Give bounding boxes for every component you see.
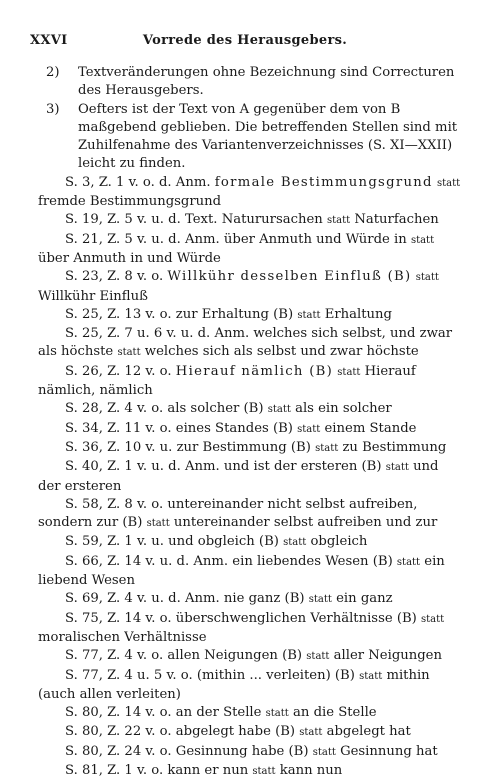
errata-entry (38, 723, 462, 742)
errata-line (38, 496, 462, 534)
note-text: Oefters ist der Text von A gegenüber dem von B maßgebend geblieben. Die betreffenden Stellen sind mit Zuhilfenahme des Variantenverzeichnisses (S. XI—XXII) leicht zu finden. (78, 101, 458, 172)
errata-entry (38, 743, 462, 762)
original-reading: obgleich (310, 534, 368, 550)
original-reading: Naturfachen (354, 212, 439, 228)
errata-line (38, 420, 462, 439)
errata-line (38, 667, 462, 705)
statt-marker: statt (283, 537, 307, 549)
corrected-reading: formale Bestimmungsgrund (214, 174, 433, 190)
errata-entry (38, 231, 462, 269)
errata-line (38, 211, 462, 230)
original-reading: mithin (auch allen verleiten) (38, 667, 430, 702)
errata-entry (38, 667, 462, 705)
errata-body (38, 64, 462, 781)
note-number: 2) (46, 65, 60, 80)
statt-marker: statt (415, 272, 439, 284)
statt-marker: statt (297, 309, 321, 321)
corrected-reading: eines Standes (B) (175, 420, 293, 436)
errata-line (38, 553, 462, 591)
corrected-reading: über Anmuth und Würde in (223, 231, 407, 247)
page-header (30, 33, 460, 53)
errata-line (38, 231, 462, 269)
page-number: XXVI (30, 33, 68, 48)
original-reading: aller Neigungen (333, 648, 442, 664)
statt-marker: statt (315, 442, 339, 454)
errata-entry (38, 174, 462, 212)
original-reading: Willkühr Einfluß (38, 288, 148, 304)
errata-entry (38, 306, 462, 325)
errata-line (38, 439, 462, 458)
errata-line (38, 610, 462, 648)
corrected-reading: als solcher (B) (167, 401, 264, 417)
original-reading: über Anmuth in und Würde (38, 250, 221, 266)
location: S. 80, Z. 14 v. o. (65, 705, 172, 721)
location: S. 34, Z. 11 v. o. (65, 420, 172, 436)
numbered-note (38, 101, 462, 174)
location: S. 58, Z. 8 v. o. (65, 496, 164, 512)
location: S. 80, Z. 22 v. o. (65, 724, 172, 740)
statt-marker: statt (337, 366, 361, 378)
original-reading: ein ganz (336, 591, 393, 607)
errata-entry (38, 533, 462, 552)
statt-marker: statt (359, 670, 383, 682)
corrected-reading: allen Neigungen (B) (167, 648, 303, 664)
location: S. 81, Z. 1 v. o. (65, 762, 164, 778)
location: S. 23, Z. 8 v. o. (65, 269, 164, 285)
location: S. 66, Z. 14 v. u. d. Anm. (65, 553, 229, 569)
numbered-note (38, 64, 462, 101)
errata-entry (38, 704, 462, 723)
statt-marker: statt (437, 177, 461, 189)
errata-entry (38, 400, 462, 419)
original-reading: Hierauf nämlich, nämlich (38, 363, 416, 399)
note-number: 3) (46, 101, 60, 117)
corrected-reading: und obgleich (B) (168, 534, 279, 550)
location: S. 25, Z. 13 v. o. (65, 306, 172, 322)
original-reading: moralischen Verhältnisse (38, 629, 207, 645)
statt-marker: statt (267, 404, 291, 416)
original-reading: kann nun (279, 762, 343, 778)
corrected-reading: Naturursachen (221, 212, 323, 228)
errata-entry (38, 590, 462, 609)
location: S. 25, Z. 7 u. 6 v. u. d. Anm. (65, 326, 250, 342)
errata-line (38, 762, 462, 781)
original-reading: zu Bestimmung (342, 439, 447, 455)
errata-list (38, 174, 462, 781)
corrected-reading: zur Erhaltung (B) (175, 306, 294, 322)
corrected-reading: zur Bestimmung (B) (176, 439, 311, 455)
statt-marker: statt (265, 708, 289, 720)
errata-line (38, 174, 462, 212)
location: S. 3, Z. 1 v. o. d. Anm. (65, 174, 211, 190)
errata-line (38, 533, 462, 552)
original-reading: ein liebend Wesen (38, 553, 445, 589)
corrected-reading: ein liebendes Wesen (B) (232, 553, 393, 569)
corrected-reading: Willkühr desselben Einfluß (B) (167, 269, 412, 285)
errata-entry (38, 439, 462, 458)
corrected-reading: Hierauf nämlich (B) (175, 363, 334, 379)
location: S. 59, Z. 1 v. u. (65, 534, 164, 550)
errata-line (38, 647, 462, 666)
statt-marker: statt (117, 347, 141, 359)
statt-marker: statt (327, 215, 351, 227)
original-reading: welches sich als selbst und zwar höchste (144, 344, 419, 360)
corrected-reading: Gesinnung habe (B) (175, 743, 309, 759)
location: S. 80, Z. 24 v. o. (65, 743, 172, 759)
original-reading: Gesinnung hat (340, 743, 438, 759)
errata-entry (38, 325, 462, 363)
errata-entry (38, 553, 462, 591)
errata-line (38, 306, 462, 325)
corrected-reading: an der Stelle (175, 705, 262, 721)
statt-marker: statt (299, 727, 323, 739)
original-reading: und der ersteren (38, 459, 439, 494)
statt-marker: statt (312, 746, 336, 758)
errata-line (38, 400, 462, 419)
statt-marker: statt (385, 462, 409, 474)
note-text: Textveränderungen ohne Bezeichnung sind Correcturen des Herausgebers. (78, 65, 455, 99)
running-title: Vorrede des Herausgebers. (142, 33, 348, 48)
location: S. 21, Z. 5 v. u. d. Anm. (65, 231, 220, 247)
corrected-reading: (mithin ... verleiten) (B) (196, 667, 355, 683)
location: S. 28, Z. 4 v. o. (65, 401, 164, 417)
errata-line (38, 704, 462, 723)
corrected-reading: welches sich selbst, und zwar als höchste (38, 326, 453, 360)
errata-entry (38, 211, 462, 230)
corrected-reading: kann er nun (167, 762, 249, 778)
location: S. 26, Z. 12 v. o. (65, 363, 172, 379)
errata-line (38, 363, 462, 401)
errata-line (38, 723, 462, 742)
statt-marker: statt (146, 518, 170, 530)
errata-entry (38, 762, 462, 781)
corrected-reading: nie ganz (B) (223, 591, 305, 607)
errata-line (38, 458, 462, 496)
errata-line (38, 268, 462, 306)
corrected-reading: abgelegt habe (B) (175, 724, 296, 740)
statt-marker: statt (308, 594, 332, 606)
errata-entry (38, 458, 462, 496)
original-reading: abgelegt hat (326, 724, 411, 740)
statt-marker: statt (297, 423, 321, 435)
location: S. 40, Z. 1 v. u. d. Anm. (65, 459, 220, 475)
original-reading: untereinander selbst aufreiben und zur (173, 515, 438, 531)
original-reading: fremde Bestimmungsgrund (38, 194, 222, 210)
original-reading: an die Stelle (293, 705, 377, 721)
statt-marker: statt (421, 613, 445, 625)
errata-entry (38, 647, 462, 666)
original-reading: einem Stande (324, 420, 417, 436)
errata-entry (38, 363, 462, 401)
statt-marker: statt (410, 234, 435, 246)
location: S. 69, Z. 4 v. u. d. Anm. (65, 591, 220, 607)
errata-line (38, 590, 462, 609)
statt-marker: statt (252, 765, 276, 777)
errata-line (38, 743, 462, 762)
location: S. 77, Z. 4 v. o. (65, 648, 164, 664)
original-reading: als ein solcher (295, 401, 392, 417)
original-reading: Erhaltung (324, 306, 392, 322)
location: S. 77, Z. 4 u. 5 v. o. (65, 667, 193, 683)
errata-line (38, 325, 462, 363)
corrected-reading: überschwenglichen Verhältnisse (B) (175, 610, 417, 626)
errata-entry (38, 610, 462, 648)
errata-entry (38, 420, 462, 439)
corrected-reading: und ist der ersteren (B) (223, 459, 382, 475)
location: S. 36, Z. 10 v. u. (65, 439, 173, 455)
location: S. 19, Z. 5 v. u. d. Text. (65, 212, 218, 228)
errata-entry (38, 268, 462, 306)
location: S. 75, Z. 14 v. o. (65, 610, 172, 626)
statt-marker: statt (306, 651, 330, 663)
statt-marker: statt (396, 556, 421, 568)
corrected-reading: untereinander nicht selbst aufreiben, sondern zur (B) (38, 496, 418, 531)
errata-entry (38, 496, 462, 534)
